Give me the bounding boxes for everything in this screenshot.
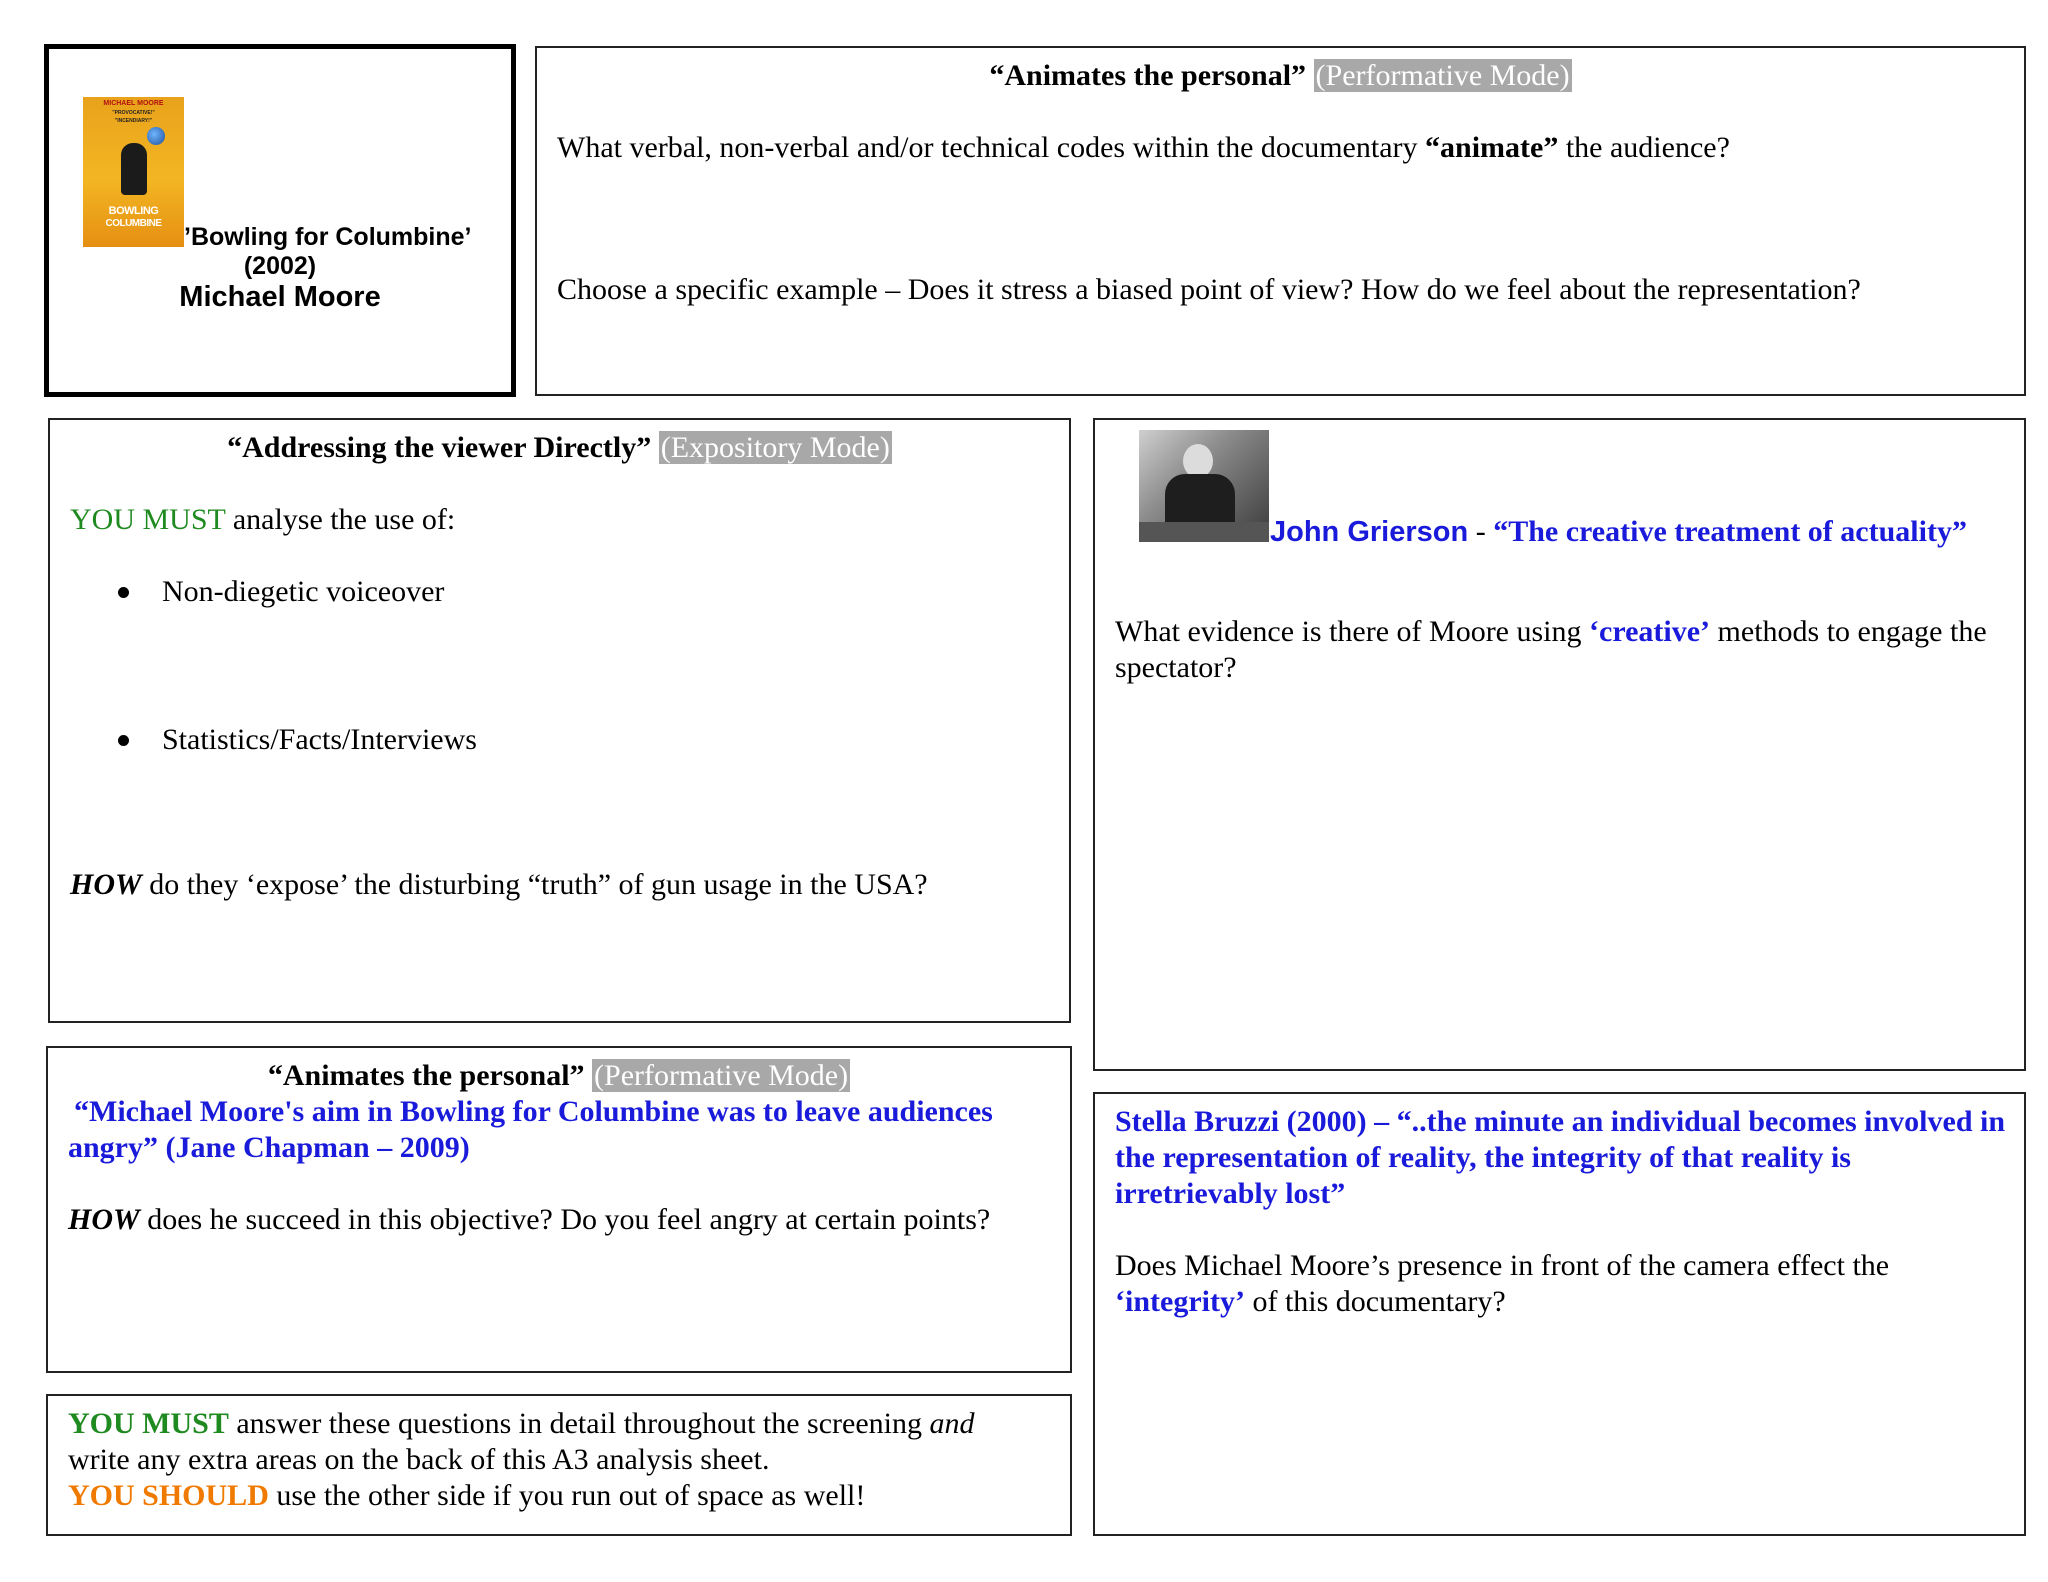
poster-figure-shape	[121, 143, 147, 195]
expository-heading	[50, 430, 1069, 466]
bruzzi-question	[1115, 1248, 1995, 1320]
film-year: (2002)	[243, 252, 317, 280]
performative-mode-box-top	[535, 46, 2026, 396]
chapman-quote: “Michael Moore's aim in Bowling for Columbine was to leave audiences angry” (Jane Chapman – 2009)	[68, 1095, 993, 1164]
bullet-voiceover: Non-diegetic voiceover	[162, 575, 445, 608]
grierson-quote-line	[1270, 514, 1967, 550]
instructions-line-3-text: use the other side if you run out of space as well!	[268, 1479, 866, 1512]
bruzzi-quote: Stella Bruzzi (2000) – “..the minute an individual becomes involved in the representation of reality, the integrity of that reality is irretrievably lost”	[1115, 1105, 2006, 1210]
grierson-quote: “The creative treatment of actuality”	[1493, 515, 1967, 548]
expository-mode-tag: (Expository Mode)	[660, 431, 890, 464]
bruzzi-question-text: Does Michael Moore’s presence in front of the camera effect the	[1115, 1249, 1890, 1282]
performative-mode-box-bottom	[46, 1046, 1072, 1373]
film-director: Michael Moore	[179, 281, 381, 313]
grierson-name: John Grierson	[1270, 516, 1469, 548]
expository-instruction	[70, 502, 455, 538]
grierson-box	[1093, 418, 2026, 1071]
instructions-box	[46, 1394, 1072, 1536]
performative-heading-text-bottom: “Animates the personal”	[267, 1059, 585, 1092]
poster-tagline-2: "INCENDIARY!"	[114, 118, 153, 124]
expository-instruction-rest: analyse the use of:	[225, 503, 456, 536]
performative-heading-bottom	[48, 1058, 1070, 1094]
performative-how-text: does he succeed in this objective? Do you feel angry at certain points?	[139, 1203, 991, 1236]
you-must-emphasis: YOU MUST	[68, 1407, 229, 1440]
performative-mode-tag-bottom: (Performative Mode)	[594, 1059, 849, 1092]
expository-heading-text: “Addressing the viewer Directly”	[227, 431, 652, 464]
grierson-question-text: What evidence is there of Moore using	[1115, 615, 1590, 648]
how-emphasis: HOW	[70, 868, 142, 901]
performative-heading-top	[537, 58, 2024, 94]
bruzzi-box	[1093, 1092, 2026, 1536]
film-card	[44, 44, 516, 397]
photo-desk	[1139, 522, 1269, 542]
performative-how-question	[68, 1202, 1058, 1238]
integrity-emphasis: ‘integrity’	[1115, 1285, 1245, 1318]
bruzzi-question-end: of this documentary?	[1244, 1285, 1506, 1318]
poster-top-text: MICHAEL MOORE	[103, 100, 164, 107]
performative-heading-text: “Animates the personal”	[989, 59, 1307, 92]
grierson-dash: -	[1468, 515, 1494, 548]
how-question-text: do they ‘expose’ the disturbing “truth” of gun usage in the USA?	[141, 868, 928, 901]
creative-emphasis: ‘creative’	[1589, 615, 1711, 648]
performative-mode-tag: (Performative Mode)	[1315, 59, 1570, 92]
poster-title-line1: BOWLING	[108, 205, 159, 217]
q1-animate-emphasis: “animate”	[1425, 131, 1559, 164]
grierson-photo	[1139, 430, 1269, 542]
bullet-statistics: Statistics/Facts/Interviews	[162, 723, 477, 756]
expository-mode-box	[48, 418, 1071, 1023]
poster-globe-shape	[147, 127, 165, 145]
photo-figure-body	[1165, 474, 1235, 528]
instructions-line-3	[68, 1478, 865, 1514]
instructions-line-2: write any extra areas on the back of this A3 analysis sheet.	[68, 1443, 770, 1476]
poster-title-line2: COLUMBINE	[105, 218, 162, 229]
you-must-label: YOU MUST	[70, 503, 226, 536]
instructions-line-1-text: answer these questions in detail throughout the screening	[228, 1407, 930, 1440]
grierson-question	[1115, 614, 2005, 686]
instructions-line-1	[68, 1406, 975, 1442]
photo-figure-head	[1183, 444, 1213, 478]
performative-question-2: Choose a specific example – Does it stress a biased point of view? How do we feel about the representation?	[557, 273, 1861, 306]
how-emphasis-bottom: HOW	[68, 1203, 140, 1236]
film-title: ’Bowling for Columbine’	[184, 223, 472, 251]
and-emphasis: and	[929, 1407, 975, 1440]
expository-how-question	[70, 867, 1050, 903]
q1-text: What verbal, non-verbal and/or technical codes within the documentary	[557, 131, 1426, 164]
poster-tagline-1: "PROVOCATIVE!"	[112, 110, 155, 116]
grierson-question-end: methods to engage the spectator?	[1115, 615, 1987, 684]
q1-text-end: the audience?	[1558, 131, 1730, 164]
film-poster-image	[83, 97, 184, 247]
you-should-emphasis: YOU SHOULD	[68, 1479, 269, 1512]
performative-question-1	[557, 130, 1997, 166]
